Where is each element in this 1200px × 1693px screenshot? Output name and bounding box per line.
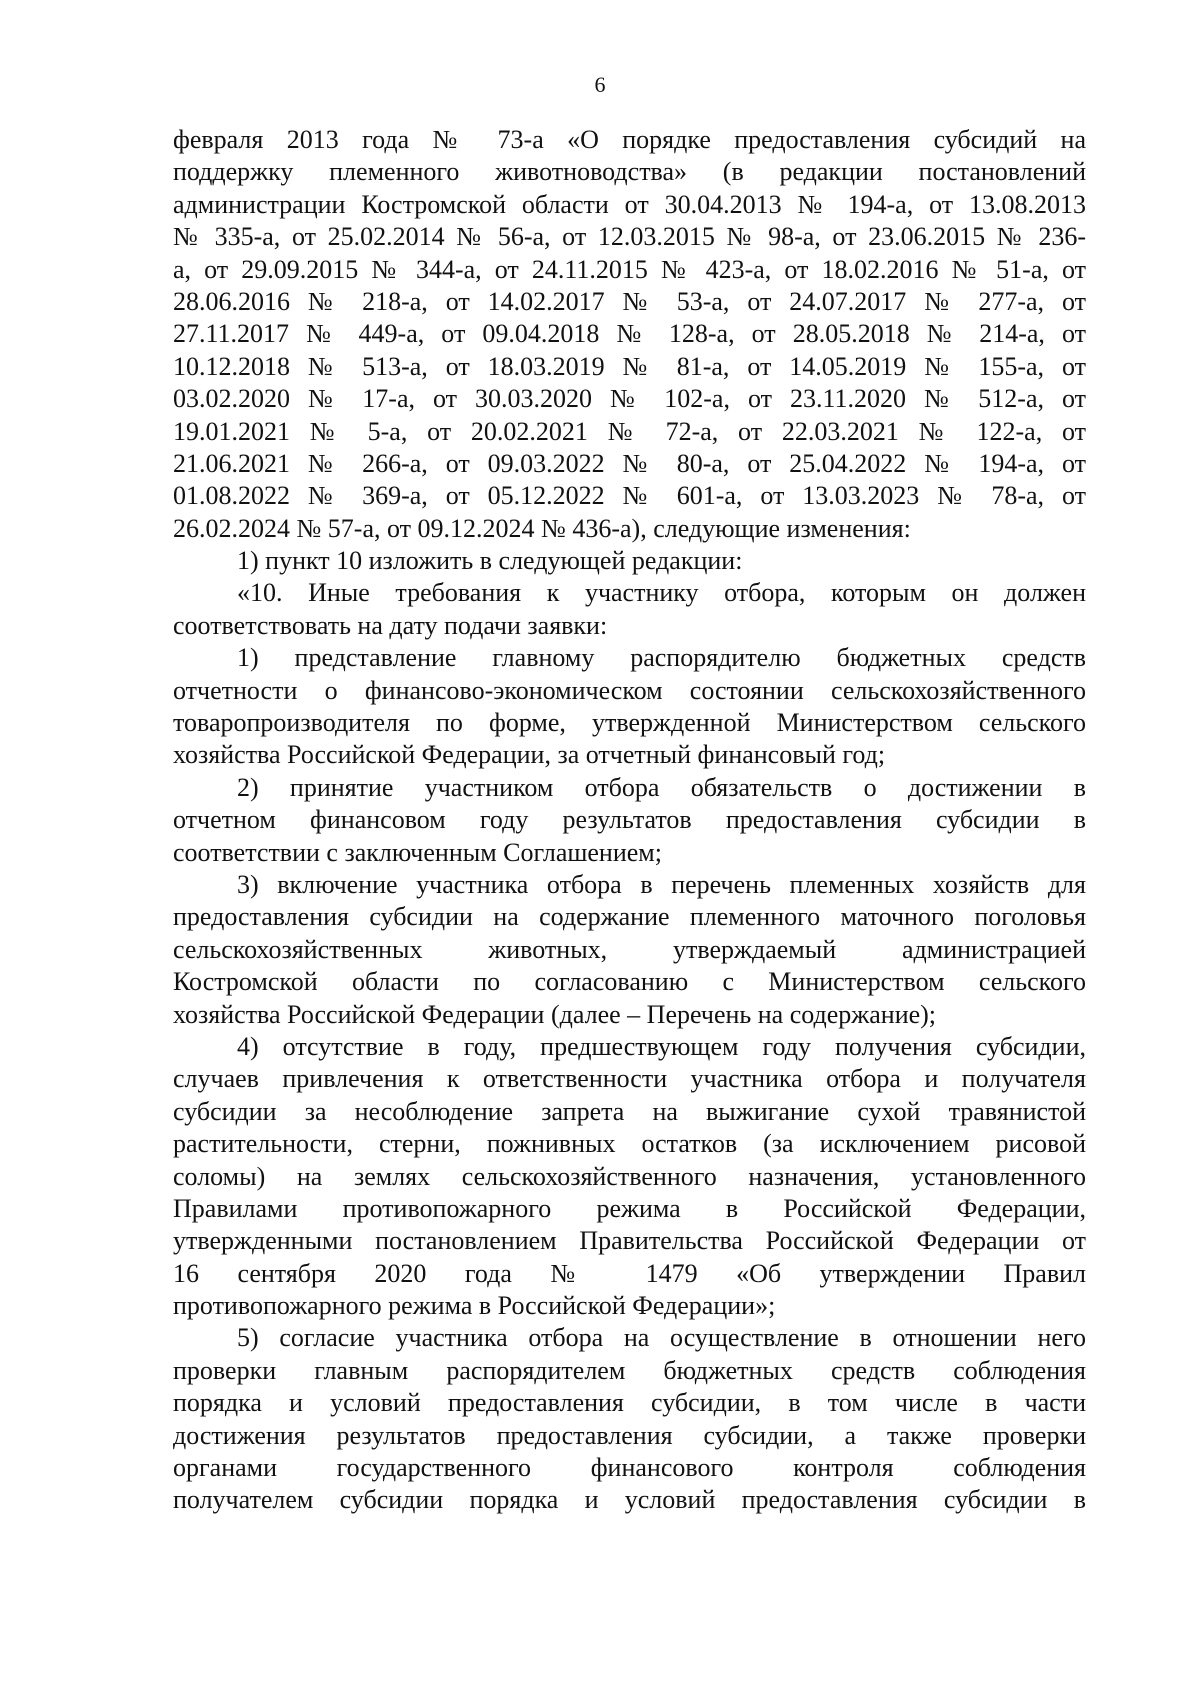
text-line: предоставления субсидии на содержание племенного маточного поголовья xyxy=(173,902,1086,932)
text-line: органами государственного финансового контроля соблюдения xyxy=(173,1453,1086,1483)
text-line: порядка и условий предоставления субсидии, в том числе в части xyxy=(173,1388,1086,1418)
text-line: противопожарного режима в Российской Федерации»; xyxy=(173,1291,776,1321)
text-line: февраля 2013 года № 73-а «О порядке предоставления субсидий на xyxy=(173,125,1086,154)
text-line: 28.06.2016 № 218-а, от 14.02.2017 № 53-а, от 24.07.2017 № 277-а, от xyxy=(173,286,1086,316)
text-line: 3) включение участника отбора в перечень племенных хозяйств для xyxy=(237,869,1086,899)
subitem-3-paragraph xyxy=(173,869,1086,1031)
text-line: 01.08.2022 № 369-а, от 05.12.2022 № 601-а, от 13.03.2023 № 78-а, от xyxy=(173,481,1086,511)
text-line: поддержку племенного животноводства» (в редакции постановлений xyxy=(173,157,1086,187)
text-line: соломы) на землях сельскохозяйственного назначения, установленного xyxy=(173,1161,1086,1191)
text-line: администрации Костромской области от 30.04.2013 № 194-а, от 13.08.2013 xyxy=(173,189,1086,219)
text-line: 10.12.2018 № 513-а, от 18.03.2019 № 81-а, от 14.05.2019 № 155-а, от xyxy=(173,351,1086,381)
text-line: 19.01.2021 № 5-а, от 20.02.2021 № 72-а, от 22.03.2021 № 122-а, от xyxy=(173,416,1086,446)
page-number: 6 xyxy=(594,72,606,97)
text-line: 1) пункт 10 изложить в следующей редакции: xyxy=(237,546,743,576)
text-line: 26.02.2024 № 57-а, от 09.12.2024 № 436-а), следующие изменения: xyxy=(173,513,911,543)
text-line: Правилами противопожарного режима в Российской Федерации, xyxy=(173,1193,1086,1223)
text-line: получателем субсидии порядка и условий предоставления субсидии в xyxy=(173,1485,1086,1515)
text-line: товаропроизводителя по форме, утвержденной Министерством сельского xyxy=(173,708,1086,738)
text-line: 1) представление главному распорядителю бюджетных средств xyxy=(237,643,1086,673)
text-line: 4) отсутствие в году, предшествующем году получения субсидии, xyxy=(237,1031,1086,1061)
text-line: соответствовать на дату подачи заявки: xyxy=(173,610,608,640)
text-line: случаев привлечения к ответственности участника отбора и получателя xyxy=(173,1064,1086,1094)
text-line: достижения результатов предоставления субсидии, а также проверки xyxy=(173,1420,1086,1450)
text-line: отчетности о финансово-экономическом состоянии сельскохозяйственного xyxy=(173,675,1086,705)
subitem-2-paragraph xyxy=(173,772,1086,869)
text-line: а, от 29.09.2015 № 344-а, от 24.11.2015 № 423-а, от 18.02.2016 № 51-а, от xyxy=(173,254,1086,284)
intro-paragraph xyxy=(173,124,1086,545)
clause-10-paragraph xyxy=(173,577,1086,642)
text-line: Костромской области по согласованию с Министерством сельского xyxy=(173,967,1086,997)
text-line: хозяйства Российской Федерации, за отчетный финансовый год; xyxy=(173,740,886,770)
text-line: субсидии за несоблюдение запрета на выжигание сухой травянистой xyxy=(173,1096,1086,1126)
text-line: 2) принятие участником отбора обязательств о достижении в xyxy=(237,772,1086,802)
text-line: 5) согласие участника отбора на осуществление в отношении него xyxy=(237,1323,1086,1353)
document-body xyxy=(173,124,1086,1517)
text-line: растительности, стерни, пожнивных остатков (за исключением рисовой xyxy=(173,1129,1086,1159)
text-line: хозяйства Российской Федерации (далее – Перечень на содержание); xyxy=(173,999,937,1029)
text-line: 27.11.2017 № 449-а, от 09.04.2018 № 128-а, от 28.05.2018 № 214-а, от xyxy=(173,319,1086,349)
item-1-paragraph xyxy=(173,545,1086,577)
text-line: отчетном финансовом году результатов предоставления субсидии в xyxy=(173,805,1086,835)
text-line: утвержденными постановлением Правительства Российской Федерации от xyxy=(173,1226,1086,1256)
text-line: 03.02.2020 № 17-а, от 30.03.2020 № 102-а, от 23.11.2020 № 512-а, от xyxy=(173,384,1086,414)
text-line: 16 сентября 2020 года № 1479 «Об утверждении Правил xyxy=(173,1258,1086,1288)
text-line: 21.06.2021 № 266-а, от 09.03.2022 № 80-а, от 25.04.2022 № 194-а, от xyxy=(173,448,1086,478)
text-line: проверки главным распорядителем бюджетных средств соблюдения xyxy=(173,1355,1086,1385)
subitem-1-paragraph xyxy=(173,642,1086,772)
text-line: соответствии с заключенным Соглашением; xyxy=(173,837,662,867)
text-line: сельскохозяйственных животных, утверждаемый администрацией xyxy=(173,934,1086,964)
text-line: № 335-а, от 25.02.2014 № 56-а, от 12.03.2015 № 98-а, от 23.06.2015 № 236- xyxy=(173,222,1086,252)
subitem-4-paragraph xyxy=(173,1031,1086,1323)
subitem-5-paragraph xyxy=(173,1322,1086,1516)
text-line: «10. Иные требования к участнику отбора, которым он должен xyxy=(237,578,1086,608)
